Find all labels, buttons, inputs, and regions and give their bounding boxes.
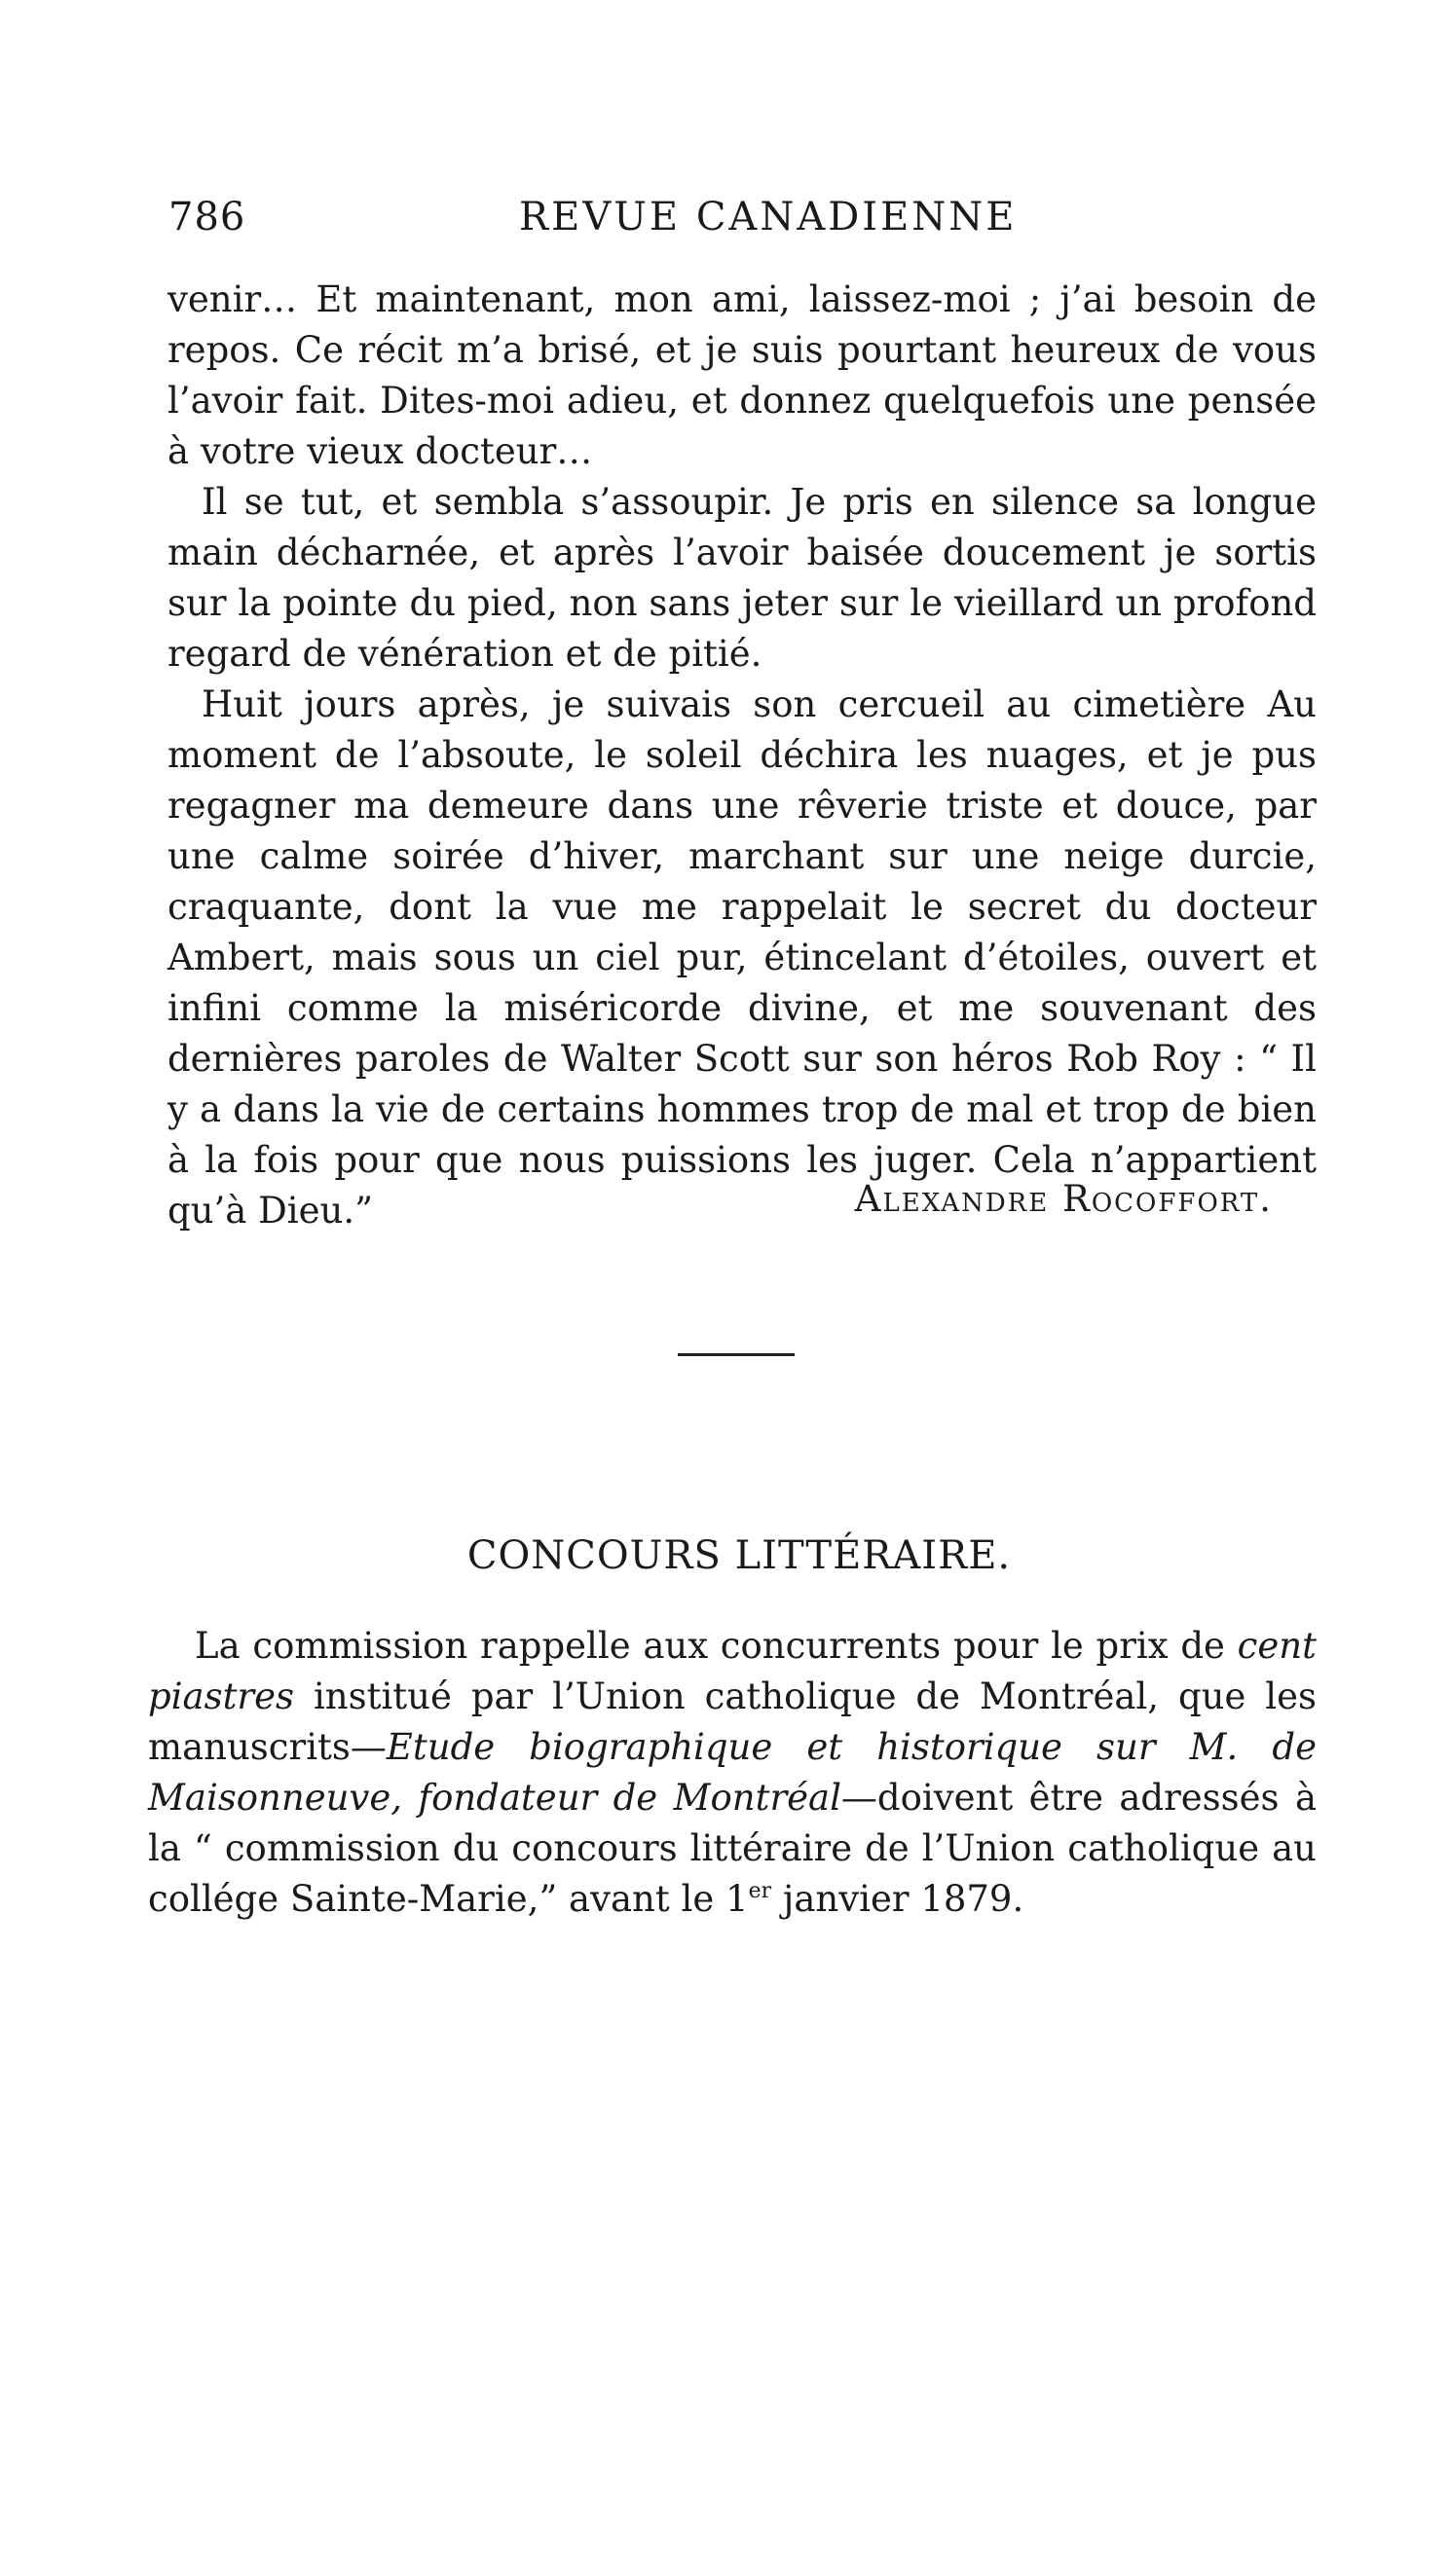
announcement-text-3: —doivent être adressés à la “ commission du concours littéraire de l’Union catholique au collége Sainte-Marie,” avant le 1 xyxy=(148,1777,1317,1920)
paragraph-3: Huit jours après, je suivais son cercueil au cimetière Au moment de l’absoute, le soleil déchira les nuages, et je pus regagner ma demeure dans une rêverie triste et douce, par une calme soirée d’hiver, marchant sur une neige durcie, craquante, dont la vue me rappelait le secret du docteur Ambert, mais sous un ciel pur, étincelant d’étoiles, ouvert et infini comme la miséricorde divine, et me souvenant des dernières paroles de Walter Scott sur son héros Rob Roy : “ Il y a dans la vie de certains hommes trop de mal et trop de bien à la fois pour que nous puissions les juger. Cela n’appartient qu’à Dieu.” xyxy=(167,683,1317,1232)
announcement-italic-prize: cent piastres xyxy=(148,1625,1317,1717)
paragraph-1: venir… Et maintenant, mon ami, laissez-moi ; j’ai besoin de repos. Ce récit m’a brisé, et je suis pourtant heureux de vous l’avoir fait. Dites-moi adieu, et donnez quelquefois une pensée à votre vieux docteur… xyxy=(167,278,1317,472)
section-title: CONCOURS LITTÉRAIRE. xyxy=(466,1533,1012,1578)
section-divider xyxy=(678,1353,795,1356)
article-body xyxy=(167,275,1317,1236)
announcement-text-4: janvier 1879. xyxy=(771,1878,1024,1920)
announcement-italic-title: Etude biographique et historique sur M. de Maisonneuve, fondateur de Montréal xyxy=(148,1726,1317,1819)
ordinal-superscript: er xyxy=(748,1879,772,1903)
announcement-text-1: La commission rappelle aux concurrents pour le prix de xyxy=(195,1625,1238,1667)
announcement-text-2: institué par l’Union catholique de Montréal, que les manuscrits— xyxy=(148,1675,1317,1768)
author-signature: Alexandre Rocoffort. xyxy=(854,1178,1273,1220)
page-header xyxy=(168,195,1318,253)
paragraph-2: Il se tut, et sembla s’assoupir. Je pris en silence sa longue main décharnée, et après l’avoir baisée doucement je sortis sur la pointe du pied, non sans jeter sur le vieillard un profond regard de vénération et de pitié. xyxy=(167,481,1317,675)
page-number: 786 xyxy=(168,195,246,239)
announcement-paragraph xyxy=(148,1621,1317,1925)
section-body xyxy=(148,1621,1317,1925)
running-title: REVUE CANADIENNE xyxy=(519,195,1018,239)
